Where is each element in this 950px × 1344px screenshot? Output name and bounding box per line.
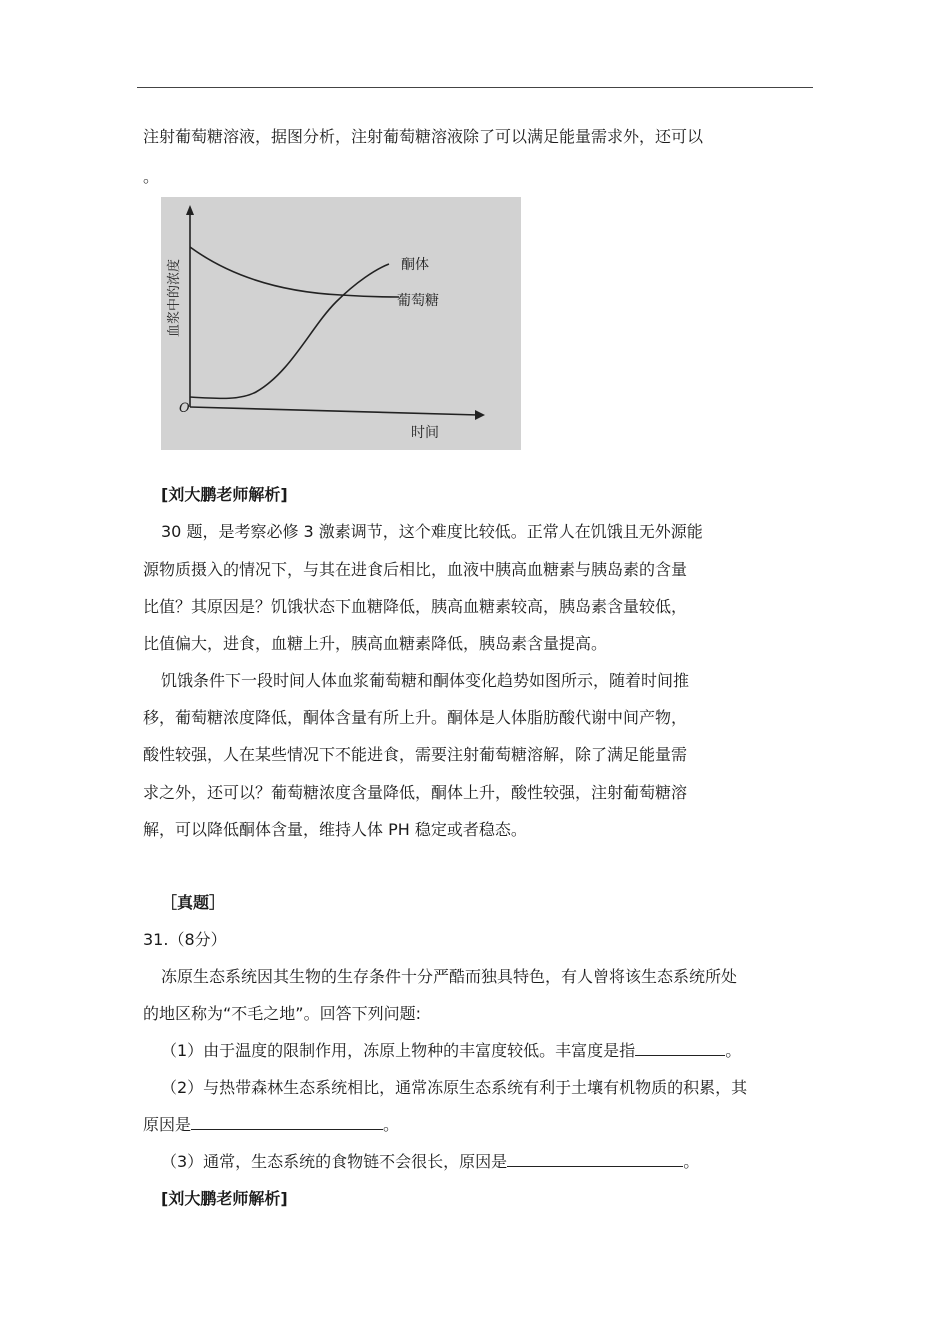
- question-number: 31.（8分）: [143, 930, 227, 949]
- sub-question-1-text: （1）由于温度的限制作用，冻原上物种的丰富度较低。丰富度是指: [161, 1041, 636, 1060]
- x-axis-label: 时间: [411, 425, 439, 441]
- header-rule: [137, 87, 813, 88]
- analysis-line: 求之外，还可以？葡萄糖浓度含量降低，酮体上升，酸性较强，注射葡萄糖溶: [143, 783, 688, 802]
- answer-blank-2[interactable]: [191, 1115, 383, 1130]
- analysis-heading: [刘大鹏老师解析]: [161, 485, 288, 504]
- period: 。: [683, 1152, 700, 1171]
- analysis-line: 解，可以降低酮体含量，维持人体 PH 稳定或者稳态。: [143, 820, 527, 839]
- analysis-heading-2: [刘大鹏老师解析]: [161, 1189, 288, 1208]
- sub-question-1: [161, 1041, 741, 1061]
- analysis-line: 移，葡萄糖浓度降低，酮体含量有所上升。酮体是人体脂肪酸代谢中间产物，: [143, 708, 688, 727]
- period: 。: [725, 1041, 742, 1060]
- origin-label: O: [179, 401, 190, 416]
- analysis-line: 源物质摄入的情况下，与其在进食后相比，血液中胰高血糖素与胰岛素的含量: [143, 560, 688, 579]
- analysis-line: 比值偏大，进食，血糖上升，胰高血糖素降低，胰岛素含量提高。: [143, 634, 608, 653]
- question-tag: ［真题］: [161, 893, 226, 912]
- ketone-glucose-figure: [161, 197, 521, 450]
- answer-blank-1[interactable]: [635, 1041, 725, 1056]
- sub-question-2-line2: [143, 1115, 399, 1135]
- answer-blank-3[interactable]: [507, 1152, 683, 1167]
- question-stem: 的地区称为“不毛之地”。回答下列问题:: [143, 1004, 421, 1023]
- sub-question-3-text: （3）通常，生态系统的食物链不会很长，原因是: [161, 1152, 508, 1171]
- period: 。: [383, 1115, 400, 1134]
- question-stem: 冻原生态系统因其生物的生存条件十分严酷而独具特色，有人曾将该生态系统所处: [161, 967, 738, 986]
- analysis-line: 比值？其原因是？饥饿状态下血糖降低，胰高血糖素较高，胰岛素含量较低，: [143, 597, 688, 616]
- sub-question-3: [161, 1152, 699, 1172]
- sub-question-2-line1: （2）与热带森林生态系统相比，通常冻原生态系统有利于土壤有机物质的积累，其: [161, 1078, 748, 1097]
- top-text-line2: 。: [143, 167, 160, 186]
- glucose-label: 葡萄糖: [397, 293, 439, 309]
- ketone-label: 酮体: [401, 257, 429, 273]
- top-text-line1: 注射葡萄糖溶液，据图分析，注射葡萄糖溶液除了可以满足能量需求外，还可以: [143, 127, 704, 146]
- sub-question-2-text: 原因是: [143, 1115, 192, 1134]
- y-axis-label: 血浆中的浓度: [167, 258, 182, 337]
- analysis-line: 酸性较强，人在某些情况下不能进食，需要注射葡萄糖溶解，除了满足能量需: [143, 745, 688, 764]
- analysis-line: 30 题，是考察必修 3 激素调节，这个难度比较低。正常人在饥饿且无外源能: [161, 522, 703, 541]
- analysis-line: 饥饿条件下一段时间人体血浆葡萄糖和酮体变化趋势如图所示，随着时间推: [161, 671, 690, 690]
